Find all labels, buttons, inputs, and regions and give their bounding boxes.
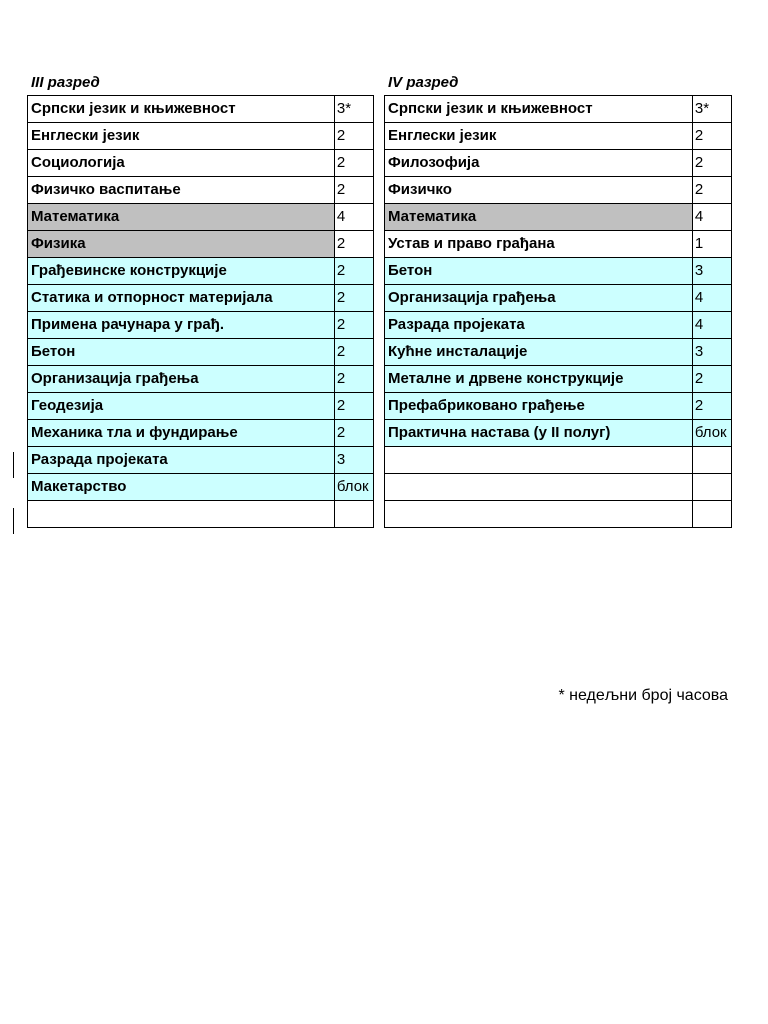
subject-cell: Математика — [385, 204, 693, 231]
table-row — [385, 501, 732, 528]
subject-cell: Српски језик и књижевност — [385, 96, 693, 123]
table-row — [28, 258, 374, 285]
subject-cell: Геодезија — [28, 393, 335, 420]
subject-cell: Физичко васпитање — [28, 177, 335, 204]
subject-cell: Кућне инсталације — [385, 339, 693, 366]
margin-mark — [13, 452, 14, 478]
table-row — [385, 339, 732, 366]
hours-cell — [692, 501, 731, 528]
grade-4-heading: IV разред — [388, 74, 459, 91]
table-row — [385, 447, 732, 474]
hours-cell: 2 — [692, 366, 731, 393]
hours-cell: блок — [692, 420, 731, 447]
hours-cell: 2 — [334, 420, 373, 447]
subject-cell: Префабриковано грађење — [385, 393, 693, 420]
table-row — [28, 420, 374, 447]
table-row — [28, 474, 374, 501]
table-row — [385, 231, 732, 258]
subject-cell: Енглески језик — [28, 123, 335, 150]
subject-cell — [28, 501, 335, 528]
hours-cell: 2 — [334, 366, 373, 393]
subject-cell: Практична настава (у II полуг) — [385, 420, 693, 447]
subject-cell: Социологија — [28, 150, 335, 177]
table-row — [385, 123, 732, 150]
hours-cell — [692, 474, 731, 501]
hours-cell: 2 — [334, 231, 373, 258]
grade-3-heading: III разред — [31, 74, 100, 91]
grade-4-subjects-table — [384, 95, 732, 528]
subject-cell: Бетон — [28, 339, 335, 366]
hours-cell: 2 — [692, 150, 731, 177]
table-row — [28, 204, 374, 231]
hours-cell: 2 — [692, 123, 731, 150]
subject-cell: Разрада пројеката — [28, 447, 335, 474]
subject-cell: Разрада пројеката — [385, 312, 693, 339]
table-row — [28, 366, 374, 393]
hours-cell: 4 — [334, 204, 373, 231]
table-row — [28, 312, 374, 339]
hours-cell: 2 — [334, 312, 373, 339]
subject-cell: Грађевинске конструкције — [28, 258, 335, 285]
hours-cell: 2 — [692, 177, 731, 204]
table-row — [28, 393, 374, 420]
subject-cell — [385, 501, 693, 528]
table-row — [385, 285, 732, 312]
table-row — [385, 258, 732, 285]
table-row — [385, 366, 732, 393]
subject-cell: Металне и дрвене конструкције — [385, 366, 693, 393]
hours-cell: 3 — [692, 339, 731, 366]
subject-cell: Енглески језик — [385, 123, 693, 150]
margin-mark — [13, 508, 14, 534]
table-row — [28, 501, 374, 528]
table-row — [28, 177, 374, 204]
hours-cell: 4 — [692, 285, 731, 312]
subject-cell: Физика — [28, 231, 335, 258]
table-row — [28, 96, 374, 123]
table-row — [28, 231, 374, 258]
table-row — [385, 204, 732, 231]
subject-cell: Математика — [28, 204, 335, 231]
hours-cell: 4 — [692, 312, 731, 339]
table-row — [28, 339, 374, 366]
hours-cell — [334, 501, 373, 528]
table-row — [385, 420, 732, 447]
subject-cell — [385, 447, 693, 474]
table-row — [385, 96, 732, 123]
grade-3-subjects-table — [27, 95, 374, 528]
subject-cell: Макетарство — [28, 474, 335, 501]
subject-cell: Организација грађења — [385, 285, 693, 312]
subject-cell: Статика и отпорност материјала — [28, 285, 335, 312]
subject-cell: Српски језик и књижевност — [28, 96, 335, 123]
hours-cell: 2 — [334, 123, 373, 150]
subject-cell: Бетон — [385, 258, 693, 285]
hours-cell: 2 — [334, 285, 373, 312]
subject-cell: Организација грађења — [28, 366, 335, 393]
hours-cell: 2 — [334, 393, 373, 420]
hours-cell: 3 — [334, 447, 373, 474]
table-row — [385, 177, 732, 204]
hours-cell — [692, 447, 731, 474]
table-row — [28, 447, 374, 474]
hours-cell: 2 — [334, 339, 373, 366]
table-row — [28, 150, 374, 177]
table-row — [28, 123, 374, 150]
hours-cell: 2 — [692, 393, 731, 420]
table-row — [28, 285, 374, 312]
hours-cell: 3* — [334, 96, 373, 123]
hours-cell: 2 — [334, 150, 373, 177]
hours-cell: 4 — [692, 204, 731, 231]
hours-cell: 3* — [692, 96, 731, 123]
subject-cell: Физичко — [385, 177, 693, 204]
hours-cell: 3 — [692, 258, 731, 285]
weekly-hours-note: * недељни број часова — [558, 687, 728, 704]
subject-cell: Устав и право грађана — [385, 231, 693, 258]
subject-cell: Примена рачунара у грађ. — [28, 312, 335, 339]
table-row — [385, 312, 732, 339]
subject-cell: Механика тла и фундирање — [28, 420, 335, 447]
hours-cell: 2 — [334, 258, 373, 285]
table-row — [385, 393, 732, 420]
hours-cell: 1 — [692, 231, 731, 258]
hours-cell: блок — [334, 474, 373, 501]
subject-cell: Филозофија — [385, 150, 693, 177]
subject-cell — [385, 474, 693, 501]
table-row — [385, 150, 732, 177]
hours-cell: 2 — [334, 177, 373, 204]
table-row — [385, 474, 732, 501]
